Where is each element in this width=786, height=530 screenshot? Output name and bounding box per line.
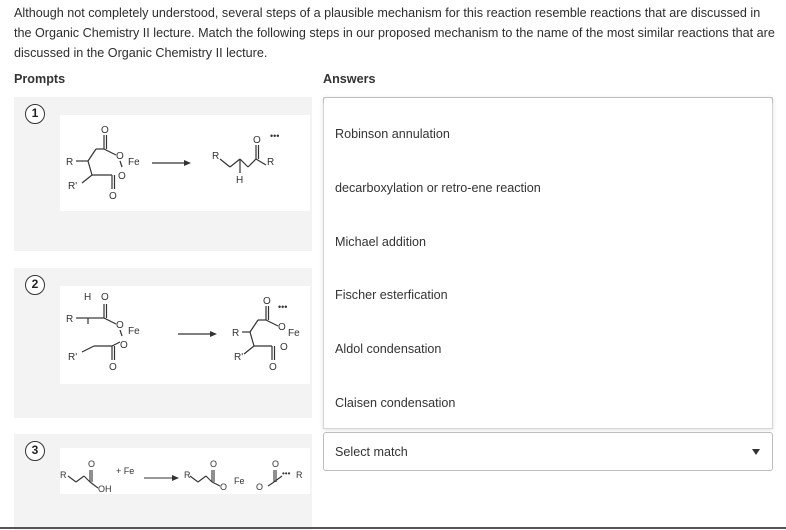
- scheme-label: O: [101, 292, 109, 303]
- option-aldol-condensation[interactable]: Aldol condensation: [335, 342, 442, 356]
- scheme-label: R: [66, 157, 74, 168]
- option-claisen-condensation[interactable]: Claisen condensation: [335, 396, 456, 410]
- prompt-card-2: [14, 268, 312, 418]
- scheme-label: •••: [282, 469, 291, 478]
- scheme-label: O: [101, 125, 109, 136]
- scheme-label: Fe: [234, 476, 245, 486]
- scheme-label: O: [88, 459, 96, 469]
- answer-options-list[interactable]: [323, 97, 773, 429]
- scheme-label: •••: [270, 131, 280, 141]
- scheme-label: O: [220, 482, 228, 492]
- caret-down-icon: [752, 449, 760, 455]
- scheme-label: R: [60, 470, 67, 480]
- reaction-scheme-3: [60, 448, 310, 494]
- prompt-number-badge: 2: [25, 275, 45, 295]
- scheme-label: Fe: [288, 328, 300, 339]
- bottom-divider: [0, 527, 786, 529]
- scheme-label: •••: [278, 302, 288, 312]
- scheme-label: O: [120, 340, 128, 351]
- prompt-number-badge: 1: [25, 104, 45, 124]
- select-placeholder: Select match: [335, 445, 408, 459]
- scheme-label: R: [232, 328, 240, 339]
- prompt-card-1: [14, 97, 312, 251]
- answers-header: Answers: [323, 72, 376, 86]
- match-select-3[interactable]: [323, 432, 773, 471]
- scheme-label: Fe: [128, 157, 140, 168]
- dropdown-top-edge: [323, 97, 773, 103]
- scheme-label: R: [296, 470, 303, 480]
- scheme-label: + Fe: [116, 466, 135, 476]
- scheme-label: R': [68, 181, 78, 192]
- scheme-1-drawing: [60, 115, 310, 211]
- reaction-scheme-1: [60, 115, 310, 211]
- prompt-number-badge: 3: [25, 441, 45, 461]
- scheme-label: O: [116, 151, 124, 162]
- scheme-label: O: [116, 320, 124, 331]
- scheme-label: O: [269, 362, 277, 373]
- option-fischer-esterfication[interactable]: Fischer esterfication: [335, 288, 448, 302]
- scheme-label: O: [256, 482, 264, 492]
- scheme-label: R: [212, 151, 220, 162]
- instructions-text: Although not completely understood, several steps of a plausible mechanism for this reaction resemble reactions that are discussed in the Organic Chemistry II lecture. Match the following steps in our proposed mechanism to the name of the most similar reactions that are discussed in the Organic Chemistry II lecture.: [14, 6, 775, 60]
- prompt-card-3: [14, 434, 312, 530]
- option-michael-addition[interactable]: Michael addition: [335, 235, 427, 249]
- scheme-label: O: [109, 362, 117, 373]
- scheme-label: O: [118, 171, 126, 182]
- scheme-label: O: [253, 135, 261, 146]
- reaction-scheme-2: [60, 286, 310, 384]
- scheme-label: O: [263, 296, 271, 307]
- scheme-label: H: [236, 175, 244, 186]
- scheme-2-drawing: [60, 286, 310, 384]
- scheme-label: O: [109, 191, 117, 202]
- scheme-label: O: [278, 322, 286, 333]
- scheme-label: O: [210, 459, 218, 469]
- scheme-label: R': [234, 352, 244, 363]
- scheme-label: H: [84, 292, 92, 303]
- scheme-label: R: [66, 314, 74, 325]
- option-decarboxylation[interactable]: decarboxylation or retro-ene reaction: [335, 181, 541, 195]
- scheme-label: OH: [98, 484, 112, 494]
- scheme-3-drawing: [60, 448, 310, 494]
- scheme-label: O: [280, 342, 288, 353]
- prompts-header: Prompts: [14, 72, 66, 86]
- scheme-label: R': [68, 352, 78, 363]
- option-robinson-annulation[interactable]: Robinson annulation: [335, 127, 450, 141]
- scheme-label: R: [184, 470, 191, 480]
- scheme-label: O: [272, 459, 280, 469]
- scheme-label: R: [267, 157, 275, 168]
- scheme-label: Fe: [128, 326, 140, 337]
